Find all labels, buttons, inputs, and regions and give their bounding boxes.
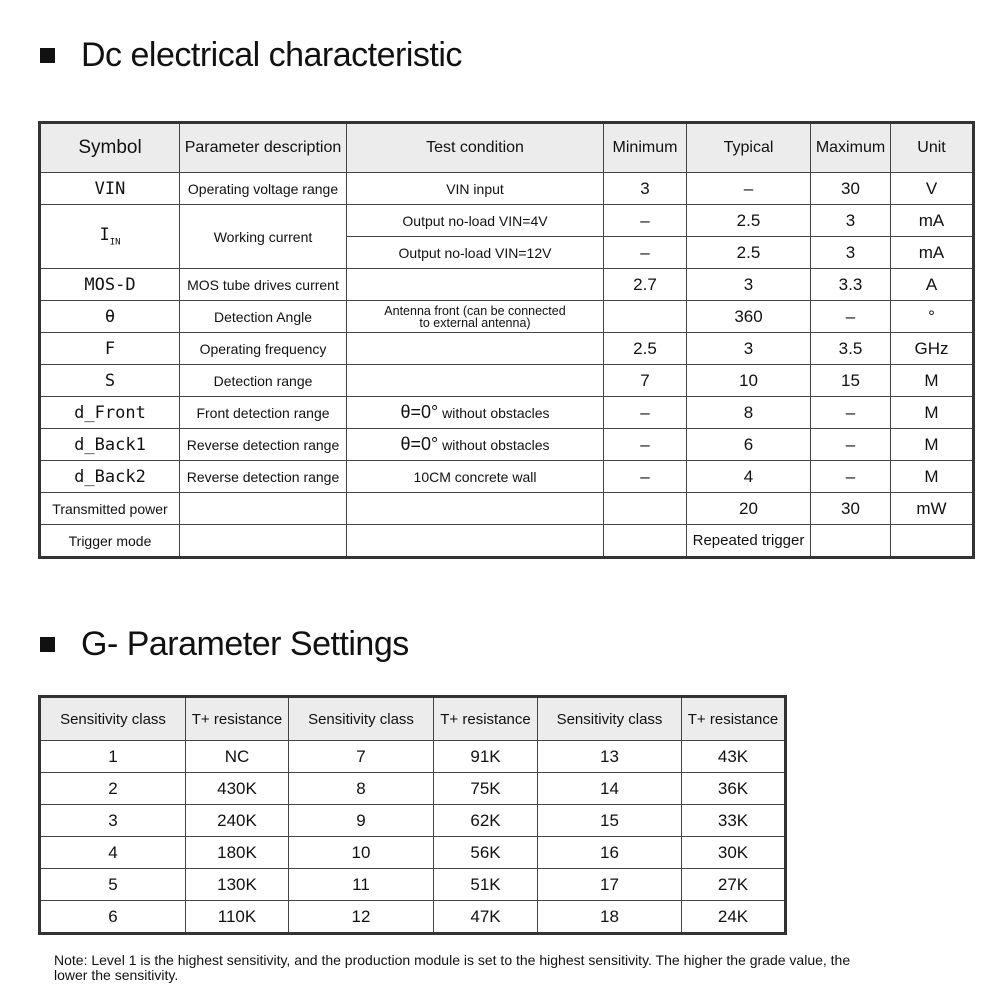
table-cell: 36K	[682, 773, 786, 805]
cond-angle: θ=0°	[400, 402, 439, 422]
desc-cell: Detection Angle	[180, 301, 347, 333]
cond-cell	[347, 493, 604, 525]
cond-cell: VIN input	[347, 173, 604, 205]
table-row	[40, 869, 786, 901]
typ-cell: 3	[687, 333, 811, 365]
symbol-main: I	[99, 225, 110, 246]
header-cell: Maximum	[811, 123, 891, 173]
desc-cell: Operating voltage range	[180, 173, 347, 205]
cond-cell	[347, 365, 604, 397]
symbol-cell: Transmitted power	[40, 493, 180, 525]
min-cell: 2.5	[604, 333, 687, 365]
table-cell: 1	[40, 741, 186, 773]
typ-cell: 4	[687, 461, 811, 493]
table-cell: 33K	[682, 805, 786, 837]
table-row	[40, 901, 786, 934]
table-cell: 5	[40, 869, 186, 901]
min-cell: –	[604, 237, 687, 269]
table-cell: 9	[289, 805, 434, 837]
min-cell: –	[604, 205, 687, 237]
cond-text: without obstacles	[438, 405, 550, 421]
table-cell: 56K	[434, 837, 538, 869]
min-cell: –	[604, 429, 687, 461]
table-cell: 16	[538, 837, 682, 869]
max-cell: 3	[811, 205, 891, 237]
table-cell: 91K	[434, 741, 538, 773]
table-cell: 24K	[682, 901, 786, 934]
table-cell: 27K	[682, 869, 786, 901]
desc-cell: MOS tube drives current	[180, 269, 347, 301]
cond-cell	[347, 301, 604, 333]
min-cell: –	[604, 397, 687, 429]
symbol-cell: θ	[40, 301, 180, 333]
table-cell: 47K	[434, 901, 538, 934]
unit-cell: mA	[891, 205, 974, 237]
cond-cell	[347, 397, 604, 429]
typ-cell: 3	[687, 269, 811, 301]
table-header-row	[40, 697, 786, 741]
max-cell	[811, 525, 891, 558]
table-row	[40, 837, 786, 869]
header-cell: Sensitivity class	[538, 697, 682, 741]
table-cell: NC	[186, 741, 289, 773]
table-cell: 14	[538, 773, 682, 805]
cond-line: to external antenna)	[419, 315, 531, 330]
cond-text: without obstacles	[438, 437, 550, 453]
table-cell: 13	[538, 741, 682, 773]
table-cell: 11	[289, 869, 434, 901]
table-row	[40, 269, 974, 301]
max-cell: –	[811, 429, 891, 461]
symbol-cell: d_Back2	[40, 461, 180, 493]
square-bullet-icon	[40, 637, 55, 652]
max-cell: 15	[811, 365, 891, 397]
min-cell	[604, 301, 687, 333]
desc-cell: Detection range	[180, 365, 347, 397]
cond-cell: 10CM concrete wall	[347, 461, 604, 493]
symbol-cell: Trigger mode	[40, 525, 180, 558]
table-row	[40, 205, 974, 237]
header-cell: T+ resistance	[682, 697, 786, 741]
table-cell: 130K	[186, 869, 289, 901]
unit-cell: M	[891, 365, 974, 397]
table-cell: 430K	[186, 773, 289, 805]
table-cell: 15	[538, 805, 682, 837]
header-cell: Minimum	[604, 123, 687, 173]
table-header-row	[40, 123, 974, 173]
cond-cell: Output no-load VIN=4V	[347, 205, 604, 237]
unit-cell: mA	[891, 237, 974, 269]
header-cell: Test condition	[347, 123, 604, 173]
table-row	[40, 397, 974, 429]
min-cell: 7	[604, 365, 687, 397]
max-cell: 30	[811, 493, 891, 525]
g-parameter-table	[38, 695, 787, 935]
cond-cell	[347, 429, 604, 461]
desc-cell	[180, 493, 347, 525]
table-cell: 62K	[434, 805, 538, 837]
symbol-cell: d_Front	[40, 397, 180, 429]
min-cell: –	[604, 461, 687, 493]
table-cell: 10	[289, 837, 434, 869]
max-cell: 3.5	[811, 333, 891, 365]
dc-characteristics-table	[38, 121, 975, 559]
table-cell: 12	[289, 901, 434, 934]
unit-cell: M	[891, 429, 974, 461]
section-title: G- Parameter Settings	[81, 625, 409, 663]
header-cell: T+ resistance	[186, 697, 289, 741]
symbol-cell: d_Back1	[40, 429, 180, 461]
table-cell: 4	[40, 837, 186, 869]
table-cell: 180K	[186, 837, 289, 869]
symbol-cell: VIN	[40, 173, 180, 205]
cond-cell	[347, 333, 604, 365]
table-cell: 3	[40, 805, 186, 837]
typ-cell: 2.5	[687, 205, 811, 237]
table-row	[40, 173, 974, 205]
table-cell: 7	[289, 741, 434, 773]
table-cell: 2	[40, 773, 186, 805]
cond-angle: θ=0°	[400, 434, 439, 454]
header-cell: Symbol	[40, 123, 180, 173]
symbol-subscript: IN	[109, 237, 121, 248]
table-cell: 51K	[434, 869, 538, 901]
max-cell: –	[811, 397, 891, 429]
table-cell: 17	[538, 869, 682, 901]
table-cell: 30K	[682, 837, 786, 869]
desc-cell: Reverse detection range	[180, 461, 347, 493]
max-cell: –	[811, 461, 891, 493]
unit-cell: M	[891, 397, 974, 429]
max-cell: 30	[811, 173, 891, 205]
cond-line: Antenna front (can be connected	[384, 303, 566, 318]
symbol-cell	[40, 205, 180, 269]
unit-cell: A	[891, 269, 974, 301]
symbol-cell: S	[40, 365, 180, 397]
desc-cell: Operating frequency	[180, 333, 347, 365]
typ-cell: 2.5	[687, 237, 811, 269]
table-cell: 8	[289, 773, 434, 805]
max-cell: 3	[811, 237, 891, 269]
cond-cell	[347, 269, 604, 301]
table-row	[40, 365, 974, 397]
symbol-cell: F	[40, 333, 180, 365]
typ-cell: 360	[687, 301, 811, 333]
cond-cell: Output no-load VIN=12V	[347, 237, 604, 269]
table-cell: 75K	[434, 773, 538, 805]
unit-cell	[891, 525, 974, 558]
section-heading-dc	[40, 36, 462, 75]
unit-cell: mW	[891, 493, 974, 525]
header-cell: Parameter description	[180, 123, 347, 173]
header-cell: Sensitivity class	[289, 697, 434, 741]
min-cell: 3	[604, 173, 687, 205]
table-row	[40, 333, 974, 365]
desc-cell	[180, 525, 347, 558]
footnote: Note: Level 1 is the highest sensitivity, and the production module is set to the highest sensitivity. The higher the grade value, the lower the sensitivity.	[54, 952, 851, 983]
max-cell: 3.3	[811, 269, 891, 301]
typ-cell: 10	[687, 365, 811, 397]
max-cell: –	[811, 301, 891, 333]
table-cell: 240K	[186, 805, 289, 837]
table-row	[40, 525, 974, 558]
table-row	[40, 773, 786, 805]
table-cell: 43K	[682, 741, 786, 773]
header-cell: Typical	[687, 123, 811, 173]
typ-cell: Repeated trigger	[687, 525, 811, 558]
min-cell	[604, 525, 687, 558]
table-cell: 18	[538, 901, 682, 934]
header-cell: T+ resistance	[434, 697, 538, 741]
desc-cell: Front detection range	[180, 397, 347, 429]
table-row	[40, 429, 974, 461]
table-row	[40, 741, 786, 773]
header-cell: Unit	[891, 123, 974, 173]
desc-cell: Reverse detection range	[180, 429, 347, 461]
unit-cell: M	[891, 461, 974, 493]
unit-cell: V	[891, 173, 974, 205]
unit-cell: GHz	[891, 333, 974, 365]
cond-cell	[347, 525, 604, 558]
table-row	[40, 493, 974, 525]
table-row	[40, 461, 974, 493]
typ-cell: 6	[687, 429, 811, 461]
header-cell: Sensitivity class	[40, 697, 186, 741]
typ-cell: –	[687, 173, 811, 205]
unit-cell: °	[891, 301, 974, 333]
min-cell: 2.7	[604, 269, 687, 301]
desc-cell: Working current	[180, 205, 347, 269]
table-row	[40, 301, 974, 333]
table-cell: 6	[40, 901, 186, 934]
square-bullet-icon	[40, 48, 55, 63]
min-cell	[604, 493, 687, 525]
table-row	[40, 805, 786, 837]
section-title: Dc electrical characteristic	[81, 36, 462, 74]
typ-cell: 20	[687, 493, 811, 525]
table-cell: 110K	[186, 901, 289, 934]
symbol-cell: MOS-D	[40, 269, 180, 301]
section-heading-g-parameter	[40, 625, 409, 664]
typ-cell: 8	[687, 397, 811, 429]
